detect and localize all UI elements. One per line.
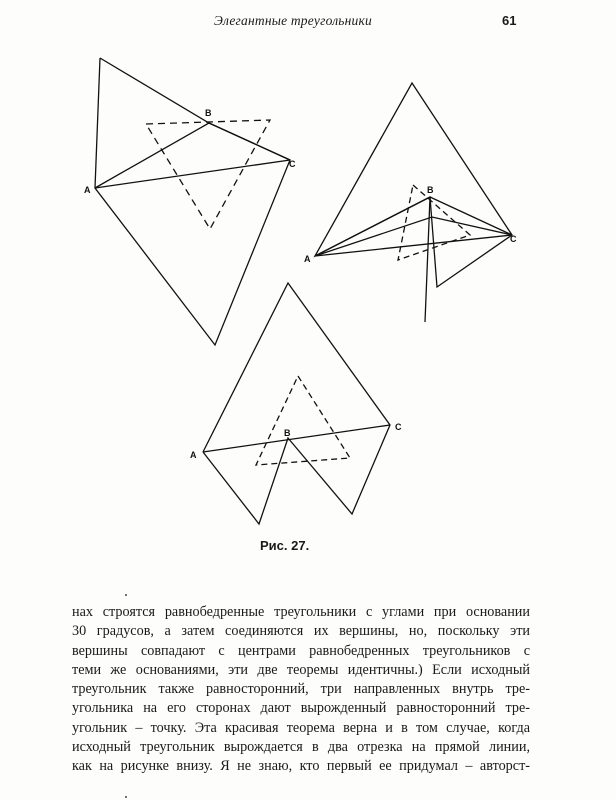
text-line: как на рисунке внизу. Я не знаю, кто первый ее придумал – авторст-	[72, 758, 530, 775]
text-line: треугольник также равносторонний, три направленных внутрь тре-	[72, 681, 530, 698]
text-line: вершины совпадают с центрами равнобедренных треугольников с	[72, 642, 530, 659]
figure-caption: Рис. 27.	[260, 538, 310, 553]
dashed-triangle	[256, 376, 350, 465]
body-paragraph	[72, 603, 530, 777]
label-a-top-left: A	[84, 185, 91, 195]
text-line: нах строятся равнобедренные треугольники с углами при основании	[72, 604, 530, 620]
print-speck	[125, 594, 127, 596]
label-b-top-left: B	[205, 108, 212, 118]
text-line: теми же основаниями, эти две теоремы идентичны.) Если исходный	[72, 661, 530, 678]
triangle-outline	[203, 283, 390, 524]
label-c-top-left: C	[289, 159, 296, 169]
label-b-top-right: B	[427, 185, 434, 195]
label-c-top-right: C	[510, 234, 517, 244]
print-speck	[125, 796, 127, 798]
fan-lines	[315, 217, 512, 256]
diagram-top-right	[315, 83, 512, 322]
diagram-top-left	[95, 58, 290, 345]
text-line: исходный треугольник вырождается в два отрезка на прямой линии,	[72, 739, 530, 756]
segment-bc	[209, 123, 290, 160]
page-number: 61	[502, 13, 517, 28]
label-b-bottom: B	[284, 428, 291, 438]
dashed-triangle	[146, 120, 270, 229]
text-line: 30 градусов, а затем соединяются их вершины, но, поскольку эти	[72, 623, 530, 640]
segment-b-low	[425, 197, 430, 322]
label-a-top-right: A	[304, 254, 311, 264]
text-line: угольника на его сторонах дают вырожденный равносторонний тре-	[72, 700, 530, 717]
label-c-bottom: C	[395, 422, 402, 432]
diagram-bottom	[203, 283, 390, 524]
label-a-bottom: A	[190, 450, 197, 460]
text-line: угольник – точку. Эта красивая теорема верна и в том случае, когда	[72, 719, 530, 736]
running-header-title: Элегантные треугольники	[214, 13, 372, 28]
side-ac	[95, 160, 290, 188]
